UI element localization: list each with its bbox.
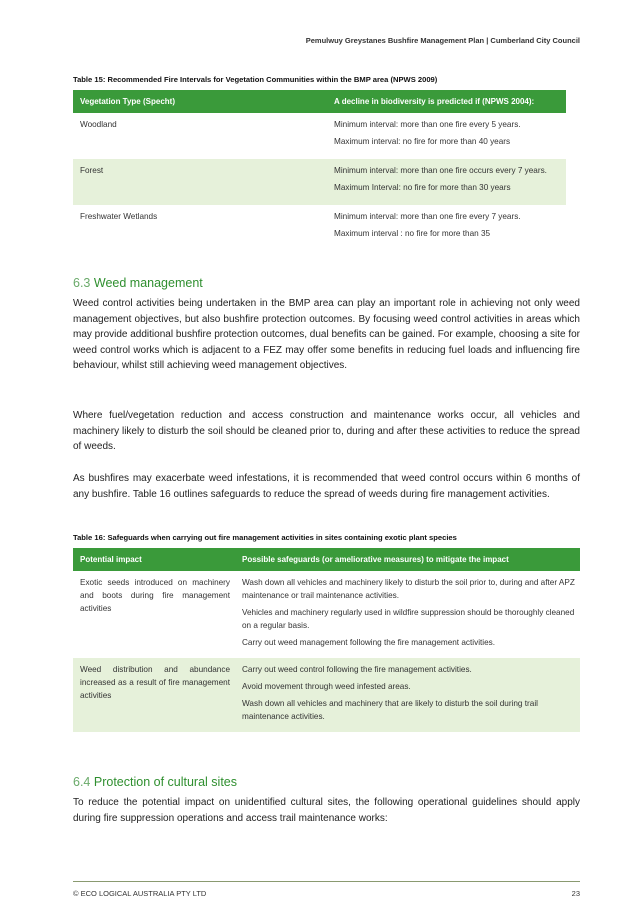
- page-number: 23: [571, 889, 580, 898]
- section-heading-weed-management: [73, 276, 203, 290]
- table-row: [73, 113, 566, 159]
- safeguards-cell: [235, 658, 580, 732]
- page-header: Pemulwuy Greystanes Bushfire Management Plan | Cumberland City Council: [305, 36, 580, 45]
- section-title: Protection of cultural sites: [93, 775, 237, 789]
- fire-intervals-table: [73, 90, 566, 251]
- section-number: 6.3: [73, 276, 91, 290]
- paragraph: As bushfires may exacerbate weed infestations, it is recommended that weed control occurs within 6 months of any bushfire. Table 16 outlines safeguards to reduce the spread of weeds during fire management activities.: [73, 473, 580, 500]
- interval-cell: [327, 205, 566, 251]
- interval-line: Minimum interval: more than one fire every 7 years.: [334, 212, 521, 221]
- column-header: Possible safeguards (or ameliorative measures) to mitigate the impact: [235, 548, 580, 571]
- vegetation-type: Forest: [73, 159, 327, 205]
- section-heading-cultural-sites: [73, 775, 237, 789]
- safeguard-line: Avoid movement through weed infested areas.: [242, 682, 411, 691]
- interval-line: Minimum interval: more than one fire every 5 years.: [334, 120, 521, 129]
- interval-line: Maximum interval : no fire for more than 35: [334, 229, 491, 238]
- impact-cell: Weed distribution and abundance increased as a result of fire management activities: [73, 658, 235, 732]
- table-row: [73, 205, 566, 251]
- table-header-row: [73, 90, 566, 113]
- paragraph: Weed control activities being undertaken in the BMP area can play an important role in achieving not only weed management objectives, but also bushfire protection outcomes. By focusing weed control activities in areas which may provide additional bushfire protection outcomes, dual benefits can be gained. For example, choosing a site for weed control works which is adjacent to a FEZ may offer some benefits in reducing fuel loads and influencing fire behaviour, whilst still achieving weed management objectives.: [73, 298, 580, 372]
- column-header: A decline in biodiversity is predicted if (NPWS 2004):: [327, 90, 566, 113]
- safeguard-line: Wash down all vehicles and machinery likely to disturb the soil prior to, during and after APZ maintenance or trail maintenance activities.: [242, 578, 575, 600]
- interval-cell: [327, 113, 566, 159]
- vegetation-type: Woodland: [80, 120, 117, 129]
- safeguard-line: Carry out weed control following the fire management activities.: [242, 665, 472, 674]
- safeguard-line: Vehicles and machinery regularly used in wildfire suppression should be thoroughly cleaned on a regular basis.: [242, 608, 575, 630]
- interval-line: Maximum Interval: no fire for more than 30 years: [334, 183, 511, 192]
- column-header: Potential impact: [73, 548, 235, 571]
- table-row: [73, 658, 580, 732]
- interval-cell: [327, 159, 566, 205]
- table-header-row: [73, 548, 580, 571]
- paragraph: Where fuel/vegetation reduction and access construction and maintenance works occur, all vehicles and machinery likely to disturb the soil should be cleaned prior to, during and after these activities to reduce the spread of weeds.: [73, 410, 580, 453]
- impact-cell: Exotic seeds introduced on machinery and boots during fire management activities: [80, 578, 230, 613]
- table-16-caption: Table 16: Safeguards when carrying out fire management activities in sites containing exotic plant species: [73, 533, 457, 542]
- column-header: Vegetation Type (Specht): [73, 90, 327, 113]
- section-title: Weed management: [93, 276, 203, 290]
- safeguards-cell: [235, 571, 580, 658]
- table-15-caption: Table 15: Recommended Fire Intervals for Vegetation Communities within the BMP area (NPWS 2009): [73, 75, 438, 84]
- section-number: 6.4: [73, 775, 91, 789]
- table-row: [73, 159, 566, 205]
- footer-copyright: © ECO LOGICAL AUSTRALIA PTY LTD: [73, 889, 207, 898]
- footer-divider: [73, 881, 580, 882]
- table-row: [73, 571, 580, 658]
- interval-line: Maximum interval: no fire for more than 40 years: [334, 137, 511, 146]
- safeguard-line: Wash down all vehicles and machinery that are likely to disturb the soil during trail maintenance activities.: [242, 699, 538, 721]
- paragraph: To reduce the potential impact on unidentified cultural sites, the following operational guidelines should apply during fire suppression operations and access trail maintenance works:: [73, 797, 580, 824]
- weed-safeguards-table: [73, 548, 580, 732]
- safeguard-line: Carry out weed management following the fire management activities.: [242, 638, 496, 647]
- vegetation-type: Freshwater Wetlands: [80, 212, 158, 221]
- interval-line: Minimum interval: more than one fire occurs every 7 years.: [334, 166, 547, 175]
